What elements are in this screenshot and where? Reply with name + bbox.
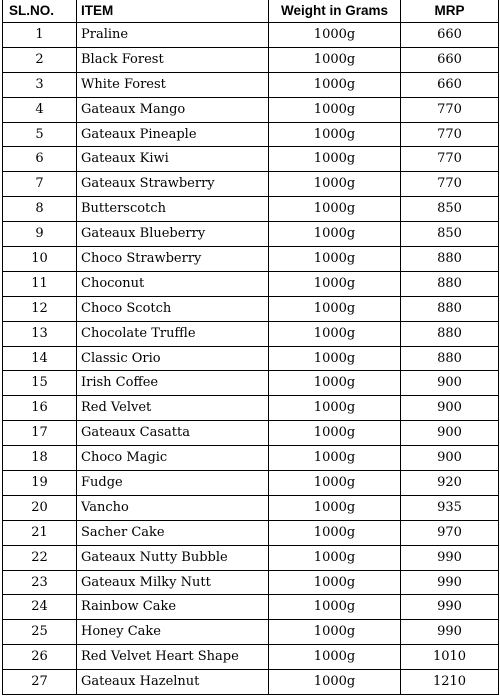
cell-sl-no: 10 <box>3 247 77 272</box>
cell-weight: 1000g <box>269 222 401 247</box>
cell-sl-no: 14 <box>3 346 77 371</box>
cell-mrp: 770 <box>401 122 499 147</box>
cell-item: Red Velvet <box>77 396 269 421</box>
cell-sl-no: 13 <box>3 321 77 346</box>
table-row <box>3 97 499 122</box>
cell-item: Choco Strawberry <box>77 247 269 272</box>
cell-item: Praline <box>77 23 269 48</box>
cell-mrp: 900 <box>401 421 499 446</box>
cell-weight: 1000g <box>269 23 401 48</box>
cell-item: Red Velvet Heart Shape <box>77 645 269 670</box>
cell-item: Gateaux Pineaple <box>77 122 269 147</box>
cell-mrp: 770 <box>401 147 499 172</box>
cell-weight: 1000g <box>269 595 401 620</box>
table-row <box>3 520 499 545</box>
table-body <box>3 23 499 695</box>
cell-item: Vancho <box>77 495 269 520</box>
cell-mrp: 990 <box>401 595 499 620</box>
table-row <box>3 247 499 272</box>
cell-mrp: 935 <box>401 495 499 520</box>
table-row <box>3 570 499 595</box>
price-table <box>2 0 499 695</box>
cell-sl-no: 4 <box>3 97 77 122</box>
cell-mrp: 660 <box>401 47 499 72</box>
cell-weight: 1000g <box>269 620 401 645</box>
cell-weight: 1000g <box>269 97 401 122</box>
cell-item: Chocolate Truffle <box>77 321 269 346</box>
cell-item: Gateaux Nutty Bubble <box>77 545 269 570</box>
table-header <box>3 0 499 23</box>
cell-weight: 1000g <box>269 520 401 545</box>
table-row <box>3 147 499 172</box>
cell-mrp: 880 <box>401 321 499 346</box>
cell-item: Fudge <box>77 471 269 496</box>
cell-item: Honey Cake <box>77 620 269 645</box>
cell-mrp: 990 <box>401 570 499 595</box>
table-row <box>3 197 499 222</box>
table-row <box>3 72 499 97</box>
header-mrp: MRP <box>401 0 499 23</box>
cell-weight: 1000g <box>269 371 401 396</box>
cell-mrp: 900 <box>401 396 499 421</box>
table-row <box>3 296 499 321</box>
cell-weight: 1000g <box>269 545 401 570</box>
cell-item: Gateaux Milky Nutt <box>77 570 269 595</box>
cell-sl-no: 7 <box>3 172 77 197</box>
cell-mrp: 660 <box>401 72 499 97</box>
cell-sl-no: 12 <box>3 296 77 321</box>
header-item: ITEM <box>77 0 269 23</box>
cell-weight: 1000g <box>269 495 401 520</box>
table-row <box>3 23 499 48</box>
cell-weight: 1000g <box>269 147 401 172</box>
cell-mrp: 660 <box>401 23 499 48</box>
table-row <box>3 421 499 446</box>
cell-item: Choconut <box>77 271 269 296</box>
cell-sl-no: 6 <box>3 147 77 172</box>
cell-weight: 1000g <box>269 421 401 446</box>
cell-item: Irish Coffee <box>77 371 269 396</box>
cell-weight: 1000g <box>269 645 401 670</box>
cell-sl-no: 24 <box>3 595 77 620</box>
cell-weight: 1000g <box>269 670 401 695</box>
cell-sl-no: 9 <box>3 222 77 247</box>
cell-mrp: 900 <box>401 446 499 471</box>
cell-item: Classic Orio <box>77 346 269 371</box>
cell-sl-no: 27 <box>3 670 77 695</box>
cell-mrp: 1210 <box>401 670 499 695</box>
cell-sl-no: 20 <box>3 495 77 520</box>
cell-weight: 1000g <box>269 296 401 321</box>
cell-mrp: 920 <box>401 471 499 496</box>
cell-item: Gateaux Kiwi <box>77 147 269 172</box>
cell-sl-no: 3 <box>3 72 77 97</box>
cell-mrp: 970 <box>401 520 499 545</box>
cell-weight: 1000g <box>269 346 401 371</box>
table-row <box>3 47 499 72</box>
cell-weight: 1000g <box>269 197 401 222</box>
header-weight: Weight in Grams <box>269 0 401 23</box>
cell-sl-no: 5 <box>3 122 77 147</box>
table-row <box>3 346 499 371</box>
cell-sl-no: 16 <box>3 396 77 421</box>
cell-sl-no: 21 <box>3 520 77 545</box>
table-row <box>3 271 499 296</box>
cell-weight: 1000g <box>269 47 401 72</box>
cell-sl-no: 11 <box>3 271 77 296</box>
cell-mrp: 880 <box>401 271 499 296</box>
cell-item: Rainbow Cake <box>77 595 269 620</box>
cell-item: Butterscotch <box>77 197 269 222</box>
cell-sl-no: 1 <box>3 23 77 48</box>
cell-mrp: 880 <box>401 346 499 371</box>
cell-weight: 1000g <box>269 446 401 471</box>
cell-sl-no: 25 <box>3 620 77 645</box>
cell-sl-no: 15 <box>3 371 77 396</box>
table-row <box>3 495 499 520</box>
cell-mrp: 880 <box>401 296 499 321</box>
cell-weight: 1000g <box>269 172 401 197</box>
table-row <box>3 670 499 695</box>
cell-sl-no: 22 <box>3 545 77 570</box>
cell-sl-no: 23 <box>3 570 77 595</box>
cell-item: White Forest <box>77 72 269 97</box>
cell-mrp: 990 <box>401 620 499 645</box>
table-row <box>3 620 499 645</box>
cell-item: Choco Scotch <box>77 296 269 321</box>
table-row <box>3 396 499 421</box>
cell-weight: 1000g <box>269 247 401 272</box>
table-row <box>3 122 499 147</box>
cell-mrp: 770 <box>401 172 499 197</box>
cell-weight: 1000g <box>269 122 401 147</box>
cell-sl-no: 2 <box>3 47 77 72</box>
cell-mrp: 770 <box>401 97 499 122</box>
table-row <box>3 222 499 247</box>
table-row <box>3 595 499 620</box>
cell-weight: 1000g <box>269 471 401 496</box>
cell-item: Gateaux Mango <box>77 97 269 122</box>
cell-weight: 1000g <box>269 271 401 296</box>
cell-mrp: 1010 <box>401 645 499 670</box>
cell-item: Gateaux Blueberry <box>77 222 269 247</box>
cell-sl-no: 18 <box>3 446 77 471</box>
cell-weight: 1000g <box>269 321 401 346</box>
cell-sl-no: 8 <box>3 197 77 222</box>
cell-sl-no: 19 <box>3 471 77 496</box>
cell-item: Gateaux Casatta <box>77 421 269 446</box>
table-row <box>3 645 499 670</box>
cell-sl-no: 26 <box>3 645 77 670</box>
table-row <box>3 172 499 197</box>
cell-mrp: 900 <box>401 371 499 396</box>
cell-sl-no: 17 <box>3 421 77 446</box>
table-row <box>3 371 499 396</box>
cell-mrp: 850 <box>401 197 499 222</box>
table-row <box>3 446 499 471</box>
header-sl-no: SL.NO. <box>3 0 77 23</box>
cell-item: Black Forest <box>77 47 269 72</box>
table-row <box>3 545 499 570</box>
cell-item: Choco Magic <box>77 446 269 471</box>
cell-weight: 1000g <box>269 396 401 421</box>
table-row <box>3 471 499 496</box>
cell-item: Sacher Cake <box>77 520 269 545</box>
cell-weight: 1000g <box>269 570 401 595</box>
table-row <box>3 321 499 346</box>
cell-mrp: 880 <box>401 247 499 272</box>
cell-mrp: 850 <box>401 222 499 247</box>
cell-mrp: 990 <box>401 545 499 570</box>
header-row <box>3 0 499 23</box>
cell-weight: 1000g <box>269 72 401 97</box>
cell-item: Gateaux Hazelnut <box>77 670 269 695</box>
cell-item: Gateaux Strawberry <box>77 172 269 197</box>
